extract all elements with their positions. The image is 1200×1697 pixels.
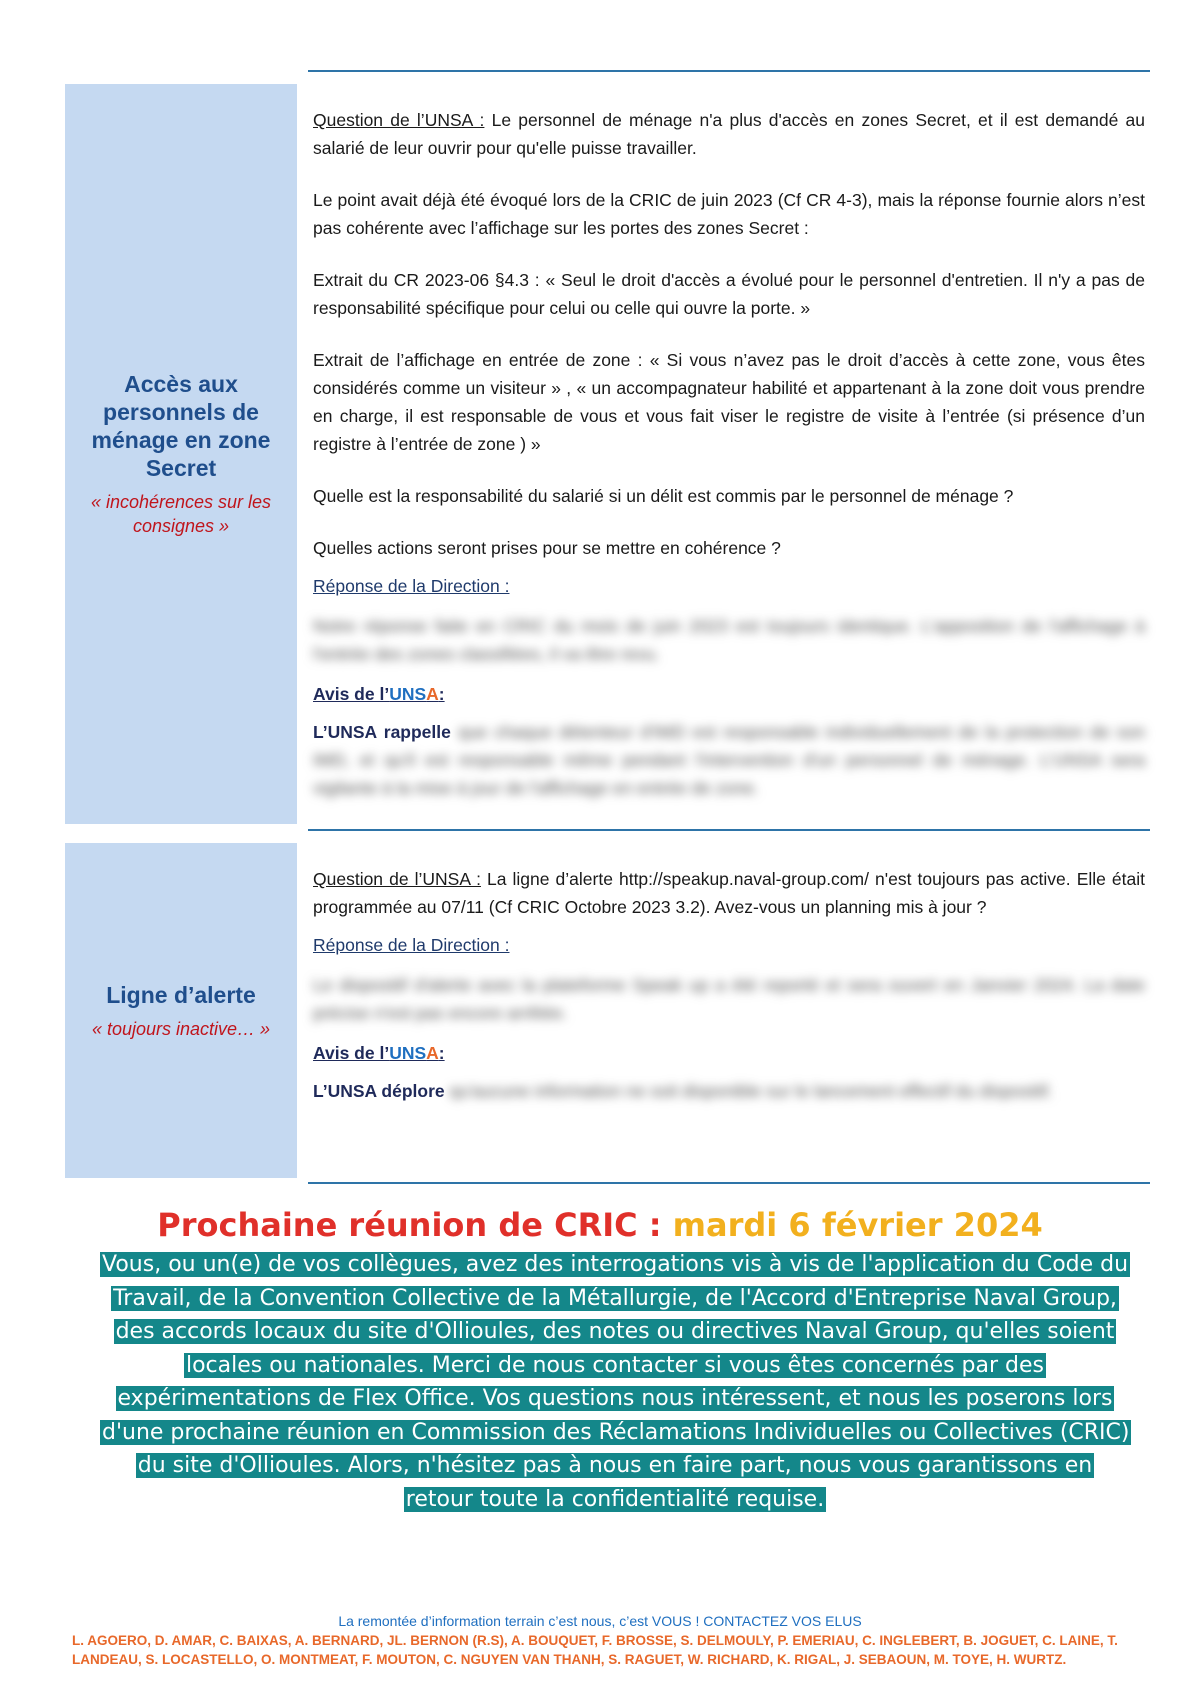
- section2-question: [313, 865, 1145, 921]
- question-label: Question de l’UNSA :: [313, 869, 481, 889]
- next-meeting-label: Prochaine réunion de CRIC :: [157, 1206, 673, 1244]
- question-text: La ligne d’alerte http://speakup.naval-group.com/ n'est toujours pas active. Elle était programmée au 07/11 (Cf CRIC Octobre 2023 3.2). Avez-vous un planning mis à jour ?: [313, 869, 1145, 917]
- section1-question: [313, 106, 1145, 162]
- section2-subtitle: « toujours inactive… »: [91, 1018, 271, 1039]
- section1-paragraph: Extrait du CR 2023-06 §4.3 : « Seul le droit d'accès a évolué pour le personnel d'entretien. Il n'y a pas de responsabilité spécifique pour celui ou celle qui ouvre la porte. »: [313, 270, 1145, 318]
- section-divider-middle: [308, 829, 1150, 831]
- next-meeting-heading: [0, 1206, 1200, 1244]
- section2-title: Ligne d’alerte: [106, 981, 256, 1008]
- section-divider-bottom: [308, 1182, 1150, 1184]
- section1-paragraph: Quelles actions seront prises pour se mettre en cohérence ?: [313, 538, 781, 558]
- section-divider-top: [308, 70, 1150, 72]
- section2-content: [313, 865, 1145, 1105]
- question-text: Le personnel de ménage n'a plus d'accès en zones Secret, et il est demandé au salarié de leur ouvrir pour qu'elle puisse travailler.: [313, 110, 1145, 158]
- section1-title: Accès aux personnels de ménage en zone Secret: [91, 371, 271, 481]
- avis-text-redacted: que chaque détenteur d'IMD est responsable individuellement de la protection de son IMD, et qu'il est responsable même pendant l'intervention d'un personnel de ménage. L'UNSA sera vigilante à la mise à jour de l'affichage en entrée de zone.: [313, 722, 1145, 798]
- callout-text: Vous, ou un(e) de vos collègues, avez des interrogations vis à vis de l'application du Code du Travail, de la Convention Collective de la Métallurgie, de l'Accord d'Entreprise Naval Group, des accords locaux du site d'Ollioules, des notes ou directives Naval Group, qu'elles soient locales ou nationales. Merci de nous contacter si vous êtes concernés par des expérimentations de Flex Office. Vos questions nous intéressent, et nous les poserons lors d'une prochaine réunion en Commission des Réclamations Individuelles ou Collectives (CRIC) du site d'Ollioules. Alors, n'hésitez pas à nous en faire part, nous vous garantissons en retour toute la confidentialité requise.: [102, 1252, 1130, 1512]
- avis-text-redacted: qu'aucune information ne soit disponible sur le lancement effectif du dispositif.: [449, 1081, 1053, 1101]
- next-meeting-date: mardi 6 février 2024: [672, 1206, 1043, 1244]
- section1-paragraph: Extrait de l’affichage en entrée de zone : « Si vous n’avez pas le droit d’accès à cette zone, vous êtes considérés comme un visiteur » , « un accompagnateur habilité et appartenant à la zone doit vous prendre en charge, il est responsable de vous et vous fait viser le registre de visite à l’entrée (si présence d’un registre à l’entrée de zone ) »: [313, 350, 1145, 454]
- section1-side-panel: [65, 84, 297, 824]
- elected-representatives-list: L. AGOERO, D. AMAR, C. BAIXAS, A. BERNARD, JL. BERNON (R.S), A. BOUQUET, F. BROSSE, S. DELMOULY, P. EMERIAU, C. INGLEBERT, B. JOGUET, C. LAINE, T. LANDEAU, S. LOCASTELLO, O. MONTMEAT, F. MOUTON, C. NGUYEN VAN THANH, S. RAGUET, W. RICHARD, K. RIGAL, J. SEBAOUN, M. TOYE, H. WURTZ.: [72, 1633, 1118, 1667]
- avis-label: Avis de l’UNSA:: [313, 1043, 445, 1063]
- section1-paragraph: Quelle est la responsabilité du salarié si un délit est commis par le personnel de ménage ?: [313, 486, 1014, 506]
- contact-callout: [100, 1248, 1130, 1516]
- direction-answer-redacted: Notre réponse faite en CRIC du mois de juin 2023 est toujours identique. L'apposition de l'affichage à l'entrée des zones classifiées, il va être revu.: [313, 616, 1145, 664]
- section1-subtitle: « incohérences sur les consignes »: [90, 492, 272, 536]
- question-label: Question de l’UNSA :: [313, 110, 485, 130]
- avis-label: Avis de l’UNSA:: [313, 684, 445, 704]
- direction-label: Réponse de la Direction :: [313, 576, 510, 596]
- avis-text: L’UNSA rappelle que chaque détenteur d'IMD est responsable individuellement de la protection de son IMD, et qu'il est responsable même pendant l'intervention d'un personnel de ménage. L'UNSA sera vigilante à la mise à jour de l'affichage en entrée de zone.: [313, 722, 1145, 798]
- section1-content: [313, 106, 1145, 802]
- footer-tagline: La remontée d’information terrain c’est nous, c’est VOUS ! CONTACTEZ VOS ELUS: [338, 1613, 862, 1629]
- direction-label: Réponse de la Direction :: [313, 935, 510, 955]
- direction-answer-redacted: Le dispositif d'alerte avec la plateforme Speak up a été reporté et sera ouvert en Janvier 2024. La date précise n'est pas encore arrêtée.: [313, 975, 1145, 1023]
- section2-side-panel: [65, 843, 297, 1178]
- avis-text: L’UNSA déplore qu'aucune information ne soit disponible sur le lancement effectif du dispositif.: [313, 1081, 1053, 1101]
- section1-paragraph: Le point avait déjà été évoqué lors de la CRIC de juin 2023 (Cf CR 4-3), mais la réponse fournie alors n’est pas cohérente avec l’affichage sur les portes des zones Secret :: [313, 190, 1145, 238]
